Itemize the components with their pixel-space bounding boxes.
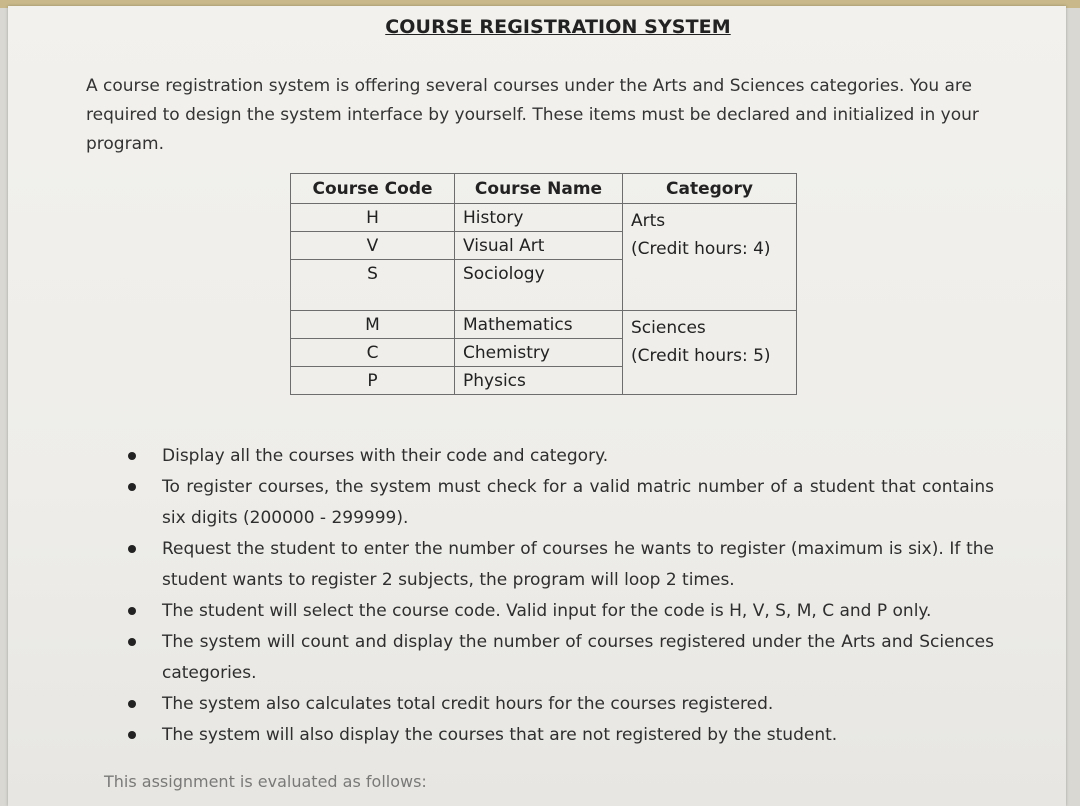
list-item (124, 689, 994, 720)
table-row (291, 204, 797, 232)
requirement-text: Request the student to enter the number of courses he wants to register (maximum is six). If the student wants to register 2 subjects, the program will loop 2 times. (162, 539, 994, 590)
category-name: Sciences (631, 318, 706, 338)
course-name: Sociology (455, 260, 623, 288)
footer-text: This assignment is evaluated as follows: (104, 772, 427, 791)
bullet-icon (128, 638, 136, 646)
requirement-text: To register courses, the system must check for a valid matric number of a student that contains six digits (200000 - 299999). (162, 477, 994, 528)
credit-hours: (Credit hours: 4) (631, 239, 771, 259)
course-name: Physics (455, 367, 623, 395)
course-code: H (291, 204, 455, 232)
course-name: Mathematics (455, 311, 623, 339)
header-course-code: Course Code (291, 174, 455, 204)
list-item (124, 596, 994, 627)
bullet-icon (128, 545, 136, 553)
header-category: Category (623, 174, 797, 204)
credit-hours: (Credit hours: 5) (631, 346, 771, 366)
bullet-icon (128, 483, 136, 491)
requirements-list (124, 441, 994, 751)
list-item (124, 627, 994, 689)
category-name: Arts (631, 211, 666, 231)
course-code: P (291, 367, 455, 395)
empty-cell (291, 287, 455, 311)
list-item (124, 472, 994, 534)
empty-cell (455, 287, 623, 311)
category-cell-arts (623, 204, 797, 311)
table-row (291, 311, 797, 339)
course-name: Visual Art (455, 232, 623, 260)
requirement-text: The system also calculates total credit hours for the courses registered. (162, 694, 774, 714)
bullet-icon (128, 700, 136, 708)
course-table (290, 173, 797, 395)
bullet-icon (128, 607, 136, 615)
intro-paragraph: A course registration system is offering several courses under the Arts and Sciences categories. You are required to design the system interface by yourself. These items must be declared and initialized in your program. (86, 76, 979, 154)
requirement-text: The student will select the course code. Valid input for the code is H, V, S, M, C and P only. (162, 601, 932, 621)
list-item (124, 441, 994, 472)
requirement-text: The system will also display the courses that are not registered by the student. (162, 725, 838, 745)
page-title: COURSE REGISTRATION SYSTEM (385, 16, 731, 38)
table-header-row (291, 174, 797, 204)
course-code: S (291, 260, 455, 288)
course-code: M (291, 311, 455, 339)
category-cell-sciences (623, 311, 797, 395)
list-item (124, 534, 994, 596)
bullet-icon (128, 452, 136, 460)
course-name: Chemistry (455, 339, 623, 367)
list-item (124, 720, 994, 751)
header-course-name: Course Name (455, 174, 623, 204)
course-code: V (291, 232, 455, 260)
requirement-text: Display all the courses with their code and category. (162, 446, 609, 466)
bullet-icon (128, 731, 136, 739)
course-name: History (455, 204, 623, 232)
requirement-text: The system will count and display the number of courses registered under the Arts and Sciences categories. (162, 632, 994, 683)
course-code: C (291, 339, 455, 367)
